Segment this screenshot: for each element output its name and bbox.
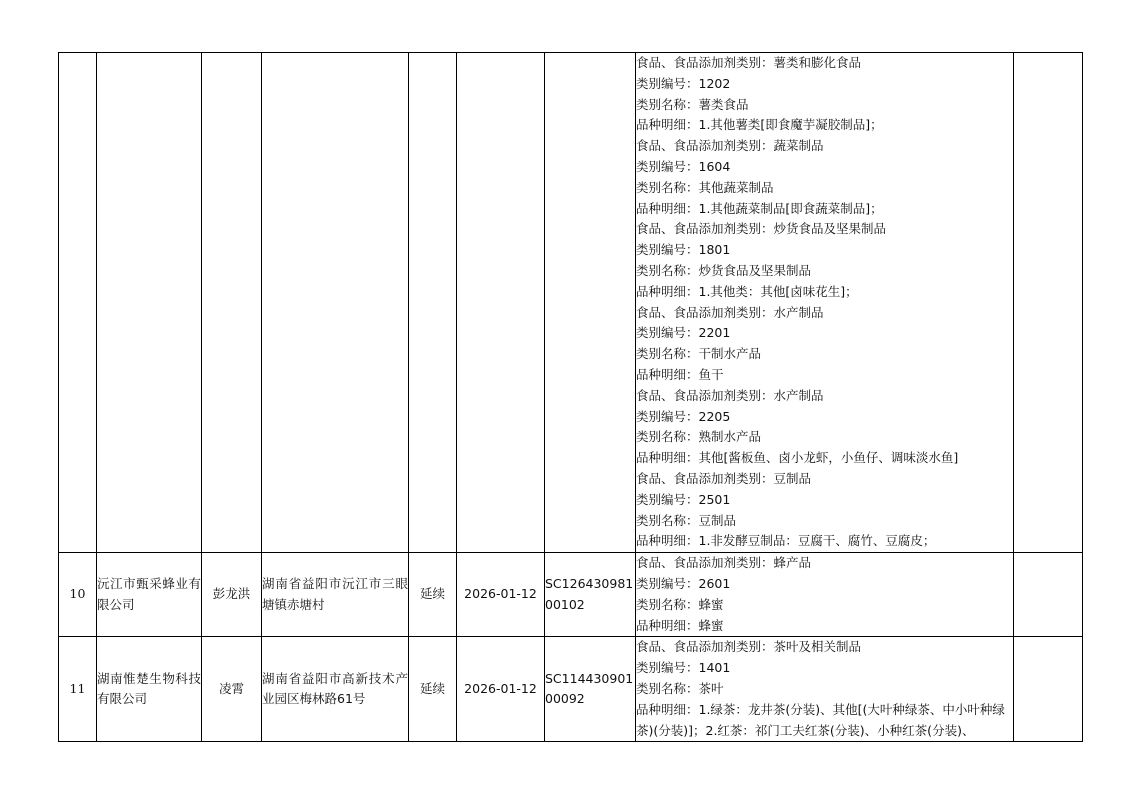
category-line: 食品、食品添加剂类别：茶叶及相关制品 [636, 639, 862, 655]
category-line: 类别名称：其他蔬菜制品 [636, 179, 774, 195]
company-name [97, 53, 202, 553]
license-number [545, 53, 636, 553]
address [262, 53, 409, 553]
legal-person: 凌霄 [202, 637, 262, 742]
category-line: 品种明细：鱼干 [636, 366, 724, 382]
category-line: 食品、食品添加剂类别：水产制品 [636, 304, 824, 320]
category-line: 类别名称：茶叶 [636, 680, 724, 696]
category-line: 品种明细：1.其他蔬菜制品[即食蔬菜制品]； [636, 200, 883, 216]
category-line: 类别名称：薯类食品 [636, 96, 749, 112]
category-line: 类别名称：干制水产品 [636, 346, 762, 362]
category-line: 类别名称：熟制水产品 [636, 429, 762, 445]
category-line: 类别名称：蜂蜜 [636, 596, 724, 612]
row-index: 10 [59, 553, 97, 637]
note [1014, 553, 1083, 637]
permit-type: 延续 [409, 637, 457, 742]
category-line: 类别编号：2201 [636, 325, 731, 341]
category-line: 食品、食品添加剂类别：水产制品 [636, 387, 824, 403]
permit-table [58, 52, 1083, 742]
permit-type: 延续 [409, 553, 457, 637]
category-line: 类别编号：2205 [636, 408, 731, 424]
category-line: 食品、食品添加剂类别：蔬菜制品 [636, 138, 824, 154]
category-line: 类别名称：豆制品 [636, 512, 737, 528]
permit-date: 2026-01-12 [457, 637, 545, 742]
category-line: 食品、食品添加剂类别：蜂产品 [636, 555, 812, 571]
category-line: 类别编号：2601 [636, 575, 731, 591]
company-name: 湖南惟楚生物科技有限公司 [97, 637, 202, 742]
table-row [59, 637, 1083, 742]
license-number: SC12643098100102 [545, 553, 636, 637]
category-cell [636, 53, 1014, 553]
category-line: 品种明细：蜂蜜 [636, 617, 724, 633]
note [1014, 53, 1083, 553]
category-line: 品种明细：1.非发酵豆制品：豆腐干、腐竹、豆腐皮； [636, 533, 936, 549]
table-row [59, 553, 1083, 637]
address: 湖南省益阳市沅江市三眼塘镇赤塘村 [262, 553, 409, 637]
category-line: 类别编号：1202 [636, 75, 731, 91]
category-line: 食品、食品添加剂类别：豆制品 [636, 470, 812, 486]
category-detail: 品种明细：1.绿茶：龙井茶(分装)、其他[(大叶种绿茶、中小叶种绿茶)(分装)]；2.红茶：祁门工夫红茶(分装)、小种红茶(分装)、 [636, 701, 1005, 738]
category-line: 食品、食品添加剂类别：炒货食品及坚果制品 [636, 221, 887, 237]
license-number: SC11443090100092 [545, 637, 636, 742]
legal-person [202, 53, 262, 553]
category-line: 品种明细：1.其他薯类[即食魔芋凝胶制品]； [636, 117, 883, 133]
category-line: 类别编号：2501 [636, 491, 731, 507]
category-line: 品种明细：1.其他类：其他[卤味花生]； [636, 283, 858, 299]
permit-date [457, 53, 545, 553]
row-index: 11 [59, 637, 97, 742]
row-index [59, 53, 97, 553]
category-line: 类别编号：1604 [636, 158, 731, 174]
note [1014, 637, 1083, 742]
category-cell [636, 553, 1014, 637]
legal-person: 彭龙洪 [202, 553, 262, 637]
category-cell [636, 637, 1014, 742]
table-row [59, 53, 1083, 553]
category-line: 类别编号：1401 [636, 660, 731, 676]
company-name: 沅江市甄采蜂业有限公司 [97, 553, 202, 637]
category-line: 类别编号：1801 [636, 242, 731, 258]
category-line: 品种明细：其他[酱板鱼、卤小龙虾，小鱼仔、调味淡水鱼] [636, 450, 959, 466]
address: 湖南省益阳市高新技术产业园区梅林路61号 [262, 637, 409, 742]
category-line: 类别名称：炒货食品及坚果制品 [636, 262, 812, 278]
category-line: 食品、食品添加剂类别：薯类和膨化食品 [636, 55, 862, 70]
permit-date: 2026-01-12 [457, 553, 545, 637]
permit-type [409, 53, 457, 553]
